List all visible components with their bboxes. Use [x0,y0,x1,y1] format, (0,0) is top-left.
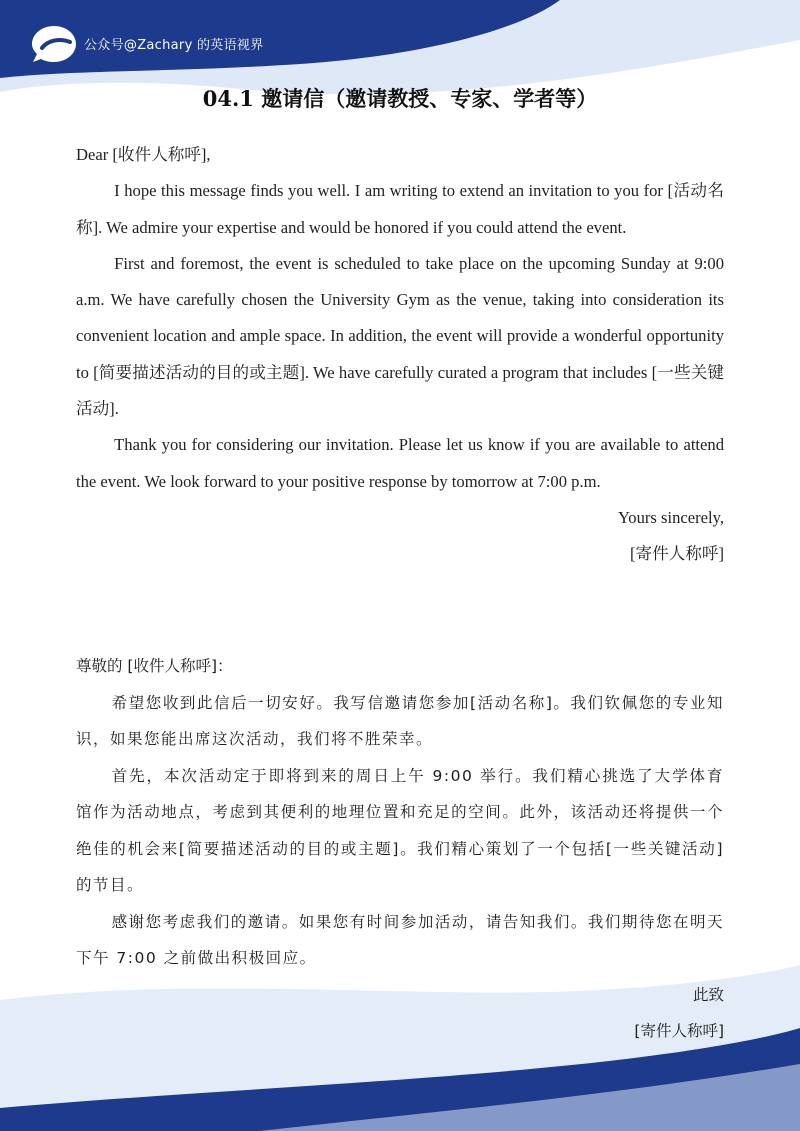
chat-bubble-icon [30,22,80,66]
chinese-paragraph-2: 首先，本次活动定于即将到来的周日上午 9:00 举行。我们精心挑选了大学体育馆作为活动地点，考虑到其便利的地理位置和充足的空间。此外，该活动还将提供一个绝佳的机会来[简要描述活动的目的或主题]。我们精心策划了一个包括[一些关键活动]的节目。 [76,766,724,894]
brand-label: 公众号@Zachary 的英语视界 [84,38,264,53]
page-title: 04.1 邀请信（邀请教授、专家、学者等） [202,86,598,111]
chinese-paragraph-3: 感谢您考虑我们的邀请。如果您有时间参加活动，请告知我们。我们期待您在明天下午 7:00 之前做出积极回应。 [76,912,724,967]
chinese-paragraph-1: 希望您收到此信后一切安好。我写信邀请您参加[活动名称]。我们钦佩您的专业知识，如果您能出席这次活动，我们将不胜荣幸。 [76,693,724,748]
chinese-signature: [寄件人称呼] [634,1022,724,1040]
english-paragraph-1: I hope this message finds you well. I am writing to extend an invitation to you for [活动名称]. We admire your expertise and would be honored if you could attend the event. [76,181,724,237]
chinese-salutation: 尊敬的 [收件人称呼]： [76,657,233,675]
english-salutation: Dear [收件人称呼], [76,145,211,164]
english-paragraph-2: First and foremost, the event is scheduled to take place on the upcoming Sunday at 9:00 a.m. We have carefully chosen the University Gym as the venue, taking into consideration its convenient location and ample space. In addition, the event will provide a wonderful opportunity to [简要描述活动的目的或主题]. We have carefully curated a program that includes [一些关键活动]. [76,253,724,419]
chinese-letter [76,648,724,1050]
chinese-closing: 此致 [692,985,724,1004]
english-closing: Yours sincerely, [617,507,724,527]
english-paragraph-3: Thank you for considering our invitation. Please let us know if you are available to attend the event. We look forward to your positive response by tomorrow at 7:00 p.m. [76,435,724,491]
english-signature: [寄件人称呼] [629,544,724,564]
english-letter [76,137,724,573]
header [0,0,800,90]
